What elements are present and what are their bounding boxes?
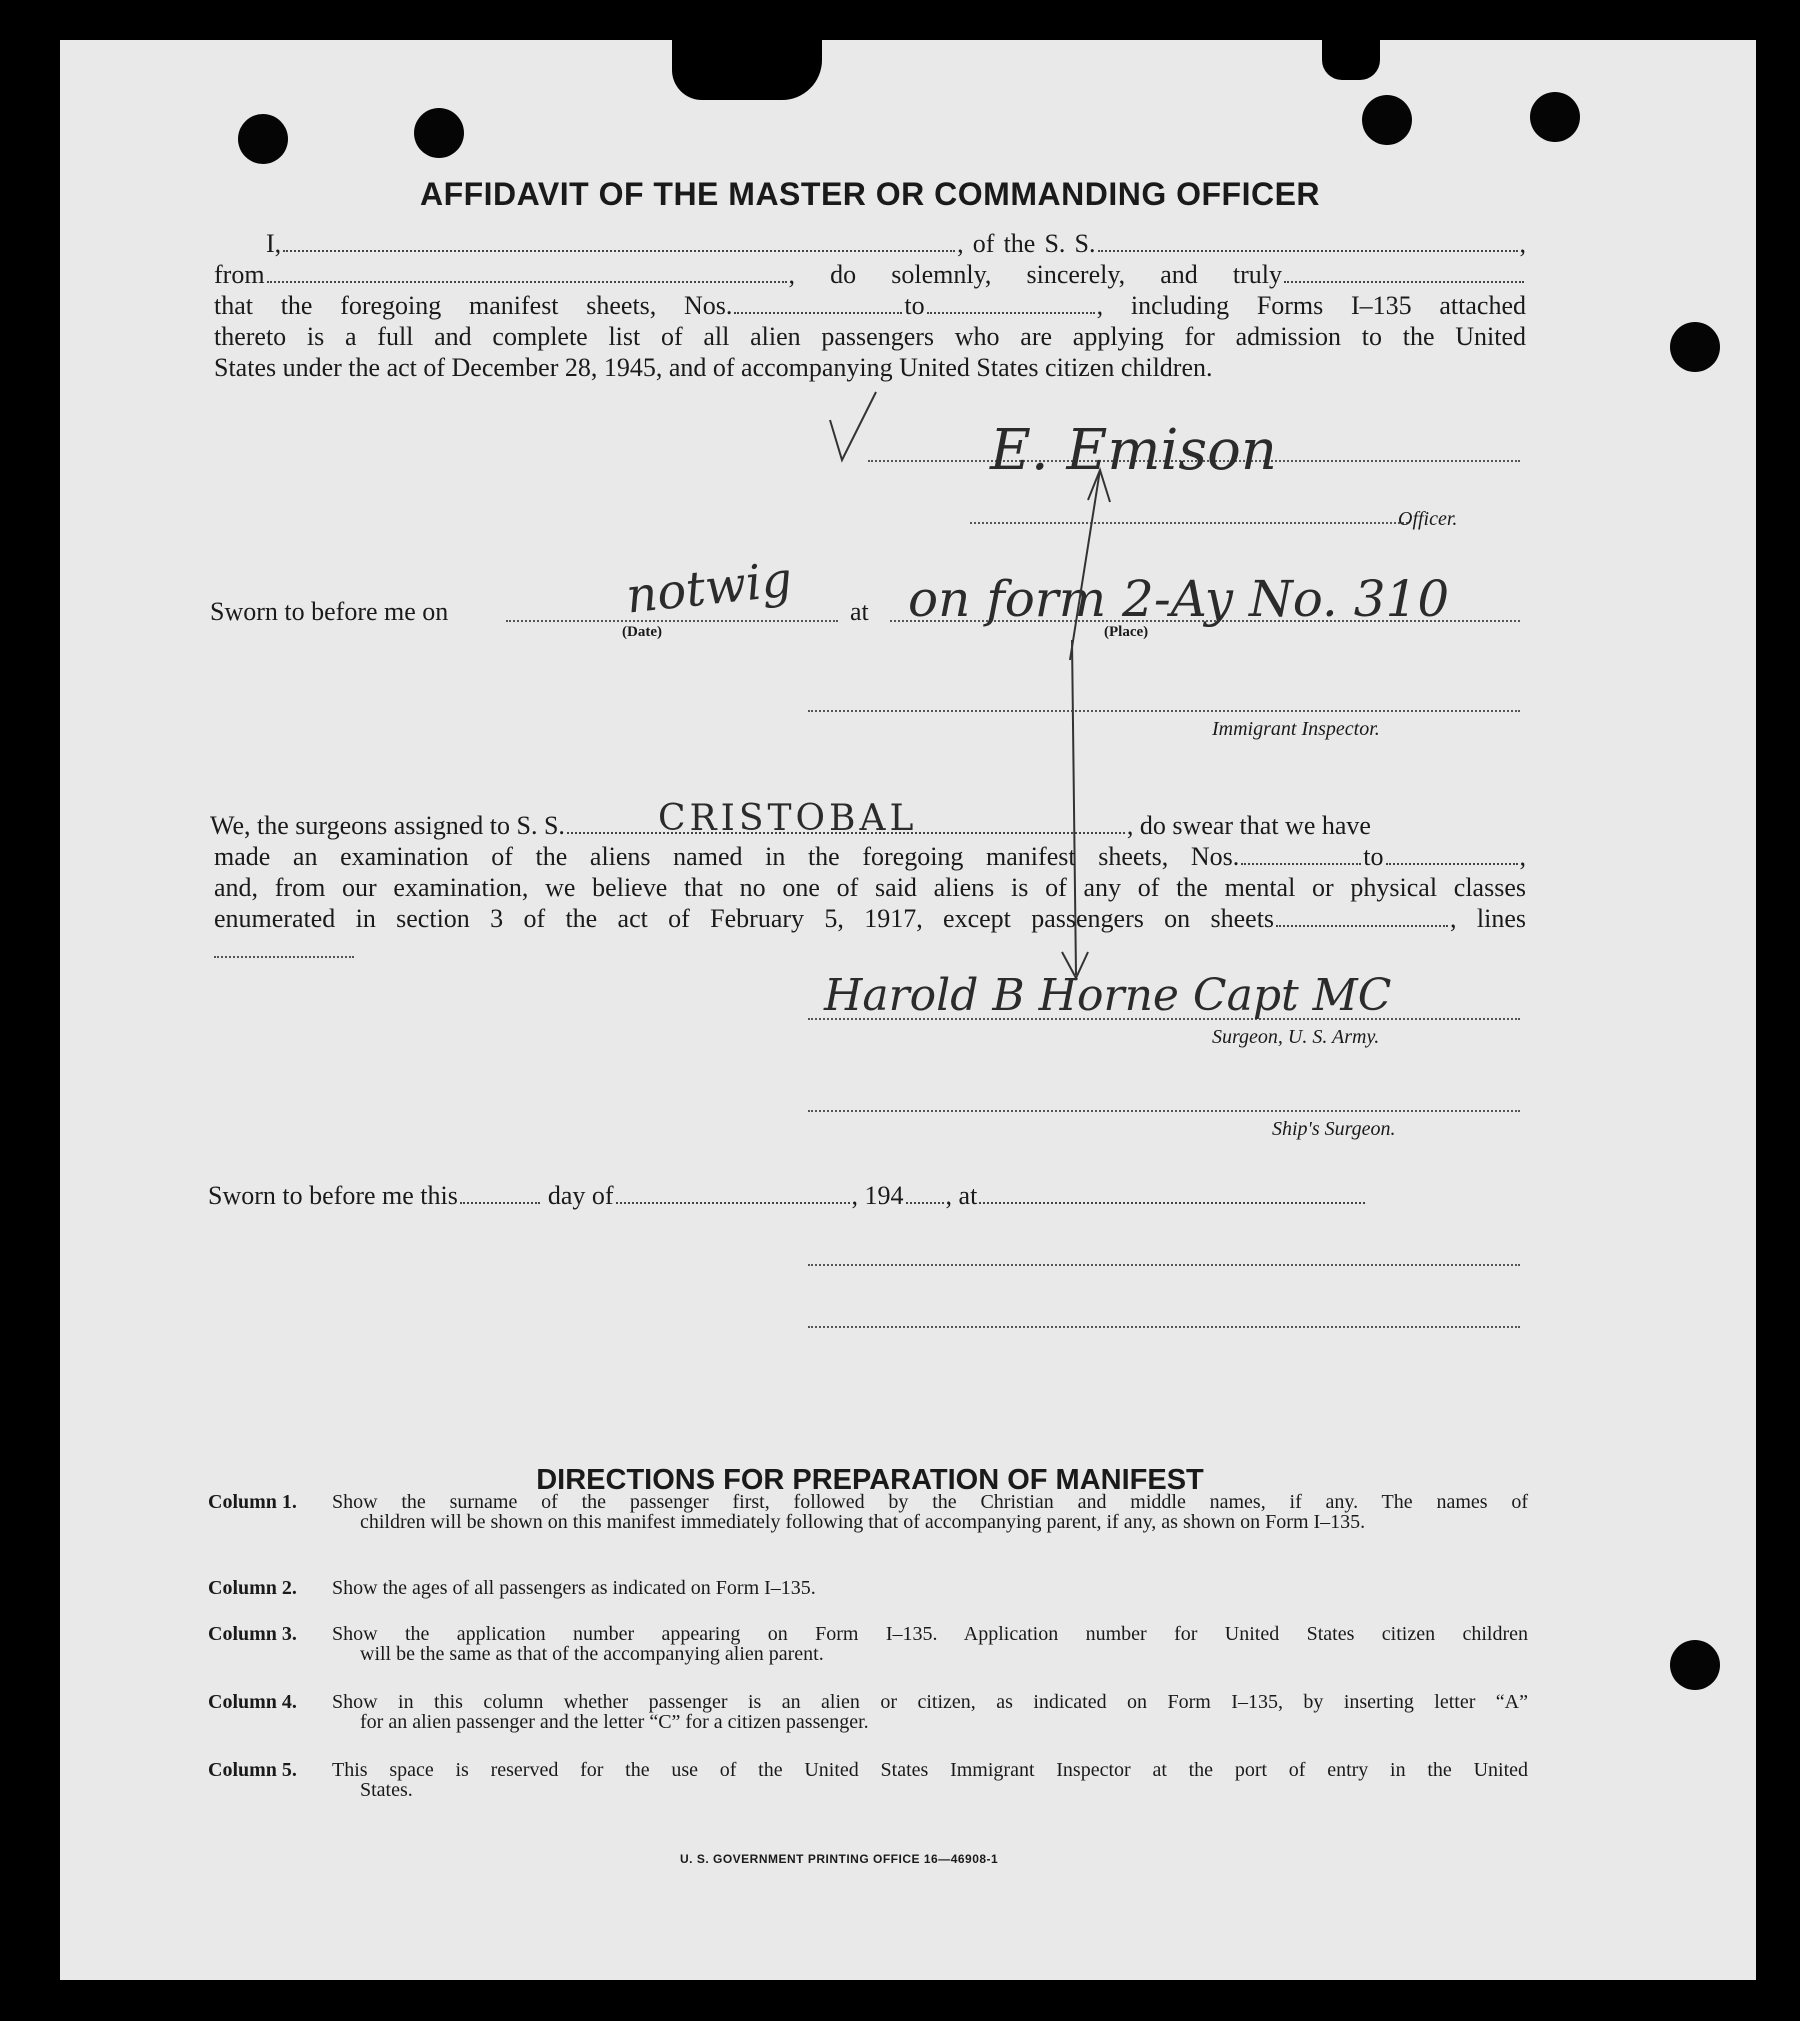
column-label: Column 3. [208, 1623, 297, 1645]
column-text-cont: will be the same as that of the accompanying alien parent. [360, 1643, 824, 1665]
column-text: Show the application number appearing on Form I–135. Application number for United States citizen children [332, 1623, 1528, 1645]
lines-blank [214, 956, 354, 958]
column-label: Column 5. [208, 1759, 297, 1781]
printing-office-footer: U. S. GOVERNMENT PRINTING OFFICE 16—46908-1 [680, 1852, 999, 1866]
officer-label: Officer. [1398, 508, 1458, 530]
blank-line [808, 1326, 1520, 1328]
surgeons-line-1: We, the surgeons assigned to S. S. , do swear that we have [210, 811, 1371, 840]
affidavit-line-4: thereto is a full and complete list of all alien passengers who are applying for admission to the United [214, 322, 1526, 351]
column-text: Show the surname of the passenger first, followed by the Christian and middle names, if any. The names of [332, 1491, 1528, 1513]
directions-title: DIRECTIONS FOR PREPARATION OF MANIFEST [536, 1464, 1204, 1496]
column-text-cont: States. [360, 1779, 413, 1801]
at-label: at [850, 597, 869, 626]
sworn-on-label: Sworn to before me on [210, 597, 449, 626]
column-label: Column 1. [208, 1491, 297, 1513]
officer-signature: E. Emison [990, 418, 1277, 483]
place-caption: (Place) [1104, 624, 1149, 640]
column-label: Column 2. [208, 1577, 297, 1599]
affidavit-title: AFFIDAVIT OF THE MASTER OR COMMANDING OFFICER [419, 176, 1321, 212]
inspector-label: Immigrant Inspector. [1212, 718, 1380, 740]
handwritten-date: notwig [623, 551, 795, 625]
ship-surgeon-label: Ship's Surgeon. [1272, 1118, 1396, 1140]
sworn-this-line: Sworn to before me this day of , 194 , at [208, 1180, 1367, 1211]
column-text: Show the ages of all passengers as indicated on Form I–135. [332, 1577, 816, 1599]
date-caption: (Date) [622, 624, 662, 640]
form-page [60, 40, 1756, 1980]
surgeon-signature: Harold B Horne Capt MC [824, 970, 1392, 1021]
handwritten-place: on form 2-Ay No. 310 [908, 570, 1450, 628]
column-text: Show in this column whether passenger is an alien or citizen, as indicated on Form I–135, by inserting letter “A” [332, 1691, 1528, 1713]
affidavit-line-3: that the foregoing manifest sheets, Nos. to , including Forms I–135 attached [214, 291, 1526, 320]
affidavit-line-5: States under the act of December 28, 1945, and of accompanying United States citizen children. [214, 353, 1213, 382]
affidavit-line-1: I, , of the S. S. , [266, 229, 1526, 258]
surgeons-line-3: and, from our examination, we believe that no one of said aliens is of any of the mental or physical classes [214, 873, 1526, 902]
ship-surgeon-line [808, 1110, 1520, 1112]
surgeons-line-2: made an examination of the aliens named in the foregoing manifest sheets, Nos. to , [214, 842, 1526, 871]
column-text: This space is reserved for the use of the United States Immigrant Inspector at the port of entry in the United [332, 1759, 1528, 1781]
column-text-cont: children will be shown on this manifest immediately following that of accompanying parent, if any, as shown on Form I–135. [360, 1511, 1366, 1533]
ship-name: CRISTOBAL [658, 798, 918, 839]
column-text-cont: for an alien passenger and the letter “C” for a citizen passenger. [360, 1711, 869, 1733]
blank-line [808, 1264, 1520, 1266]
surgeons-line-4: enumerated in section 3 of the act of February 5, 1917, except passengers on sheets , lines [214, 904, 1526, 933]
army-surgeon-label: Surgeon, U. S. Army. [1212, 1026, 1380, 1048]
column-label: Column 4. [208, 1691, 297, 1713]
affidavit-line-2: from , do solemnly, sincerely, and truly [214, 259, 1526, 290]
